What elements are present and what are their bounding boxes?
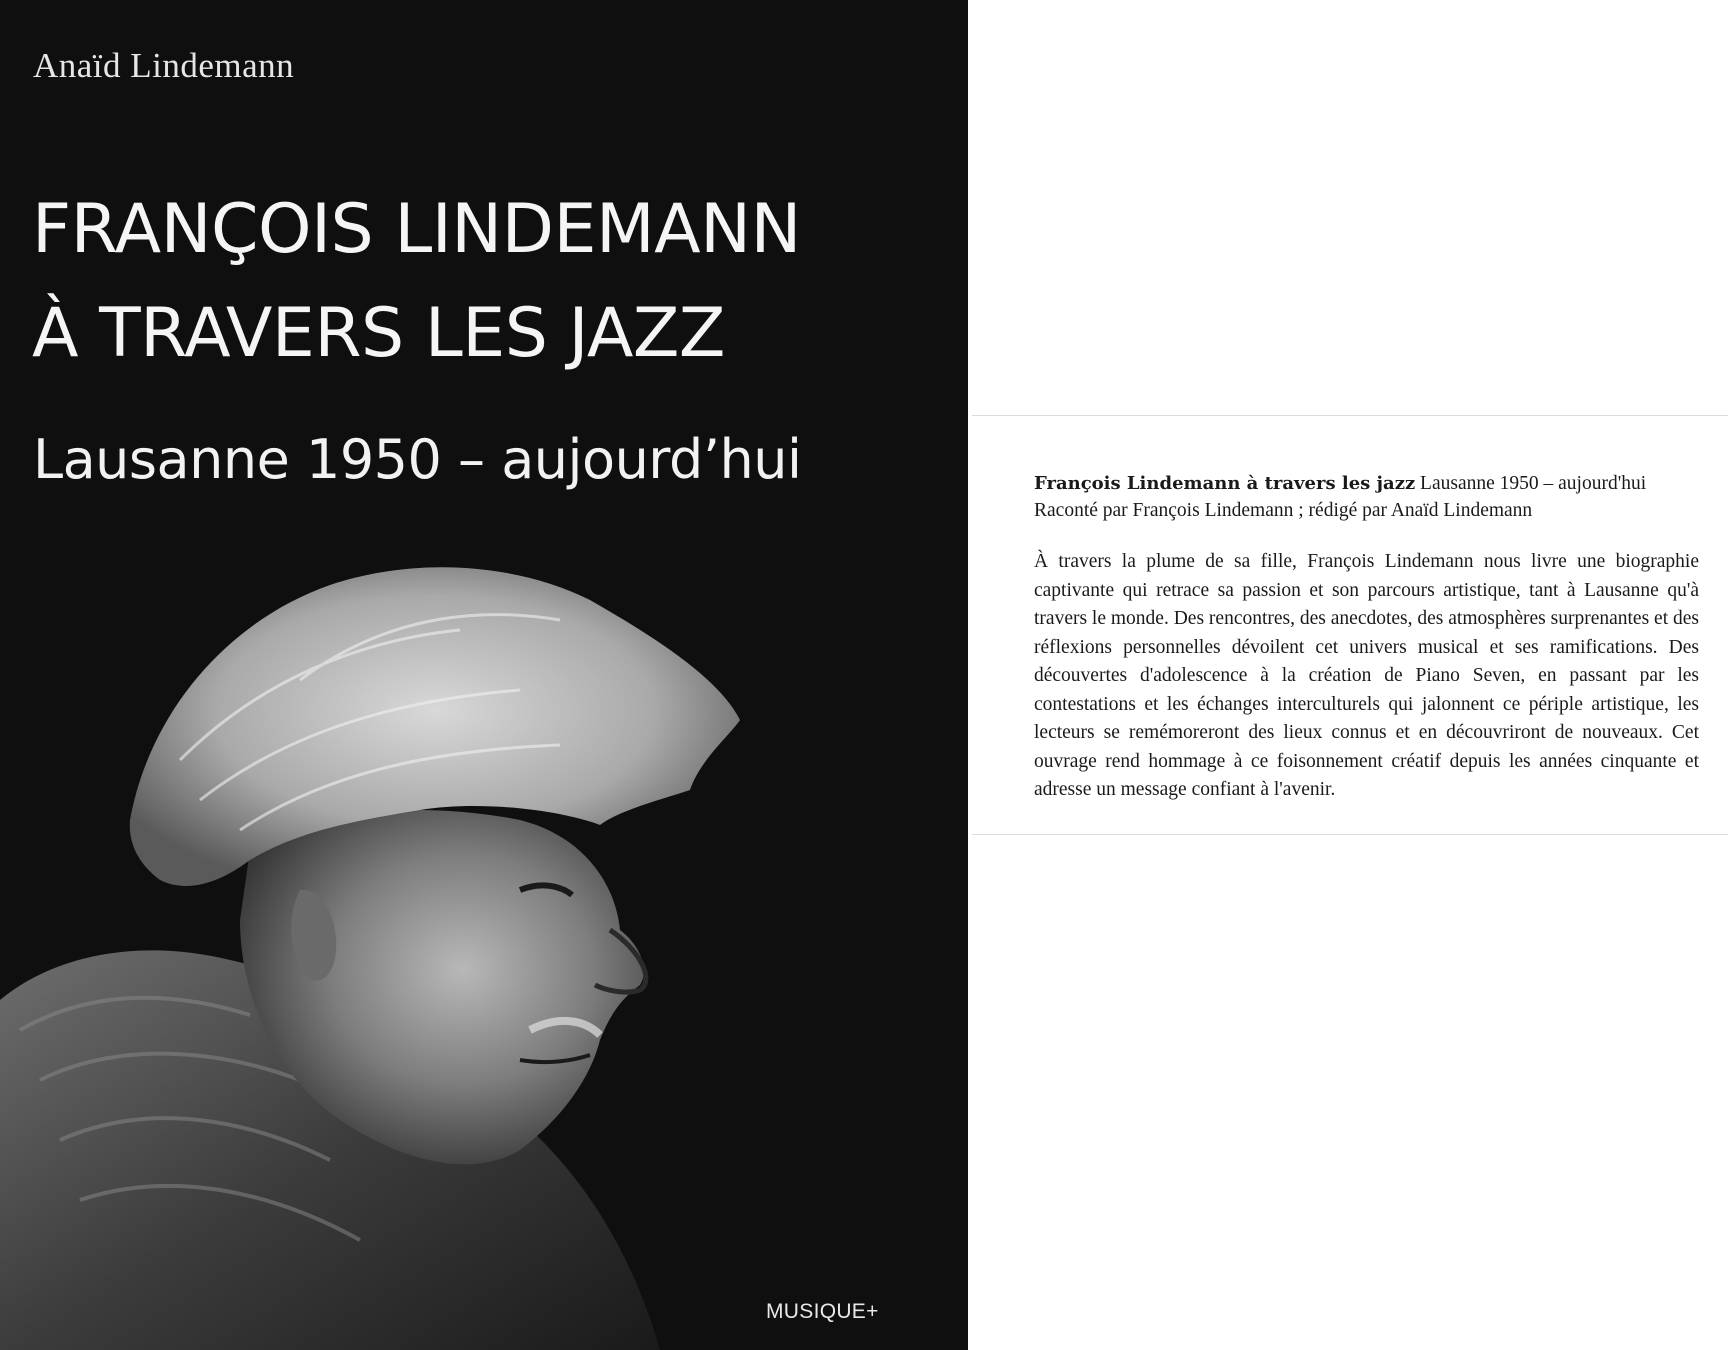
card-title: François Lindemann à travers les jazz [1034, 473, 1416, 494]
card-heading [1034, 470, 1699, 497]
card-credits: Raconté par François Lindemann ; rédigé par Anaïd Lindemann [1034, 500, 1533, 521]
cover-subtitle: Lausanne 1950 – aujourd’hui [33, 428, 802, 491]
publisher-logo: MUSIQUE+ [766, 1300, 879, 1323]
card-description: À travers la plume de sa fille, François Lindemann nous livre une biographie captivante qui retrace sa passion et son parcours artistique, tant à Lausanne qu'à travers le monde. Des rencontres, des anecdotes, des atmosphères surprenantes et des réflexions personnelles dévoilent cet univers musical et ses ramifications. Des découvertes d'adolescence à la création de Piano Seven, en passant par les contestations et les échanges interculturels qui jalonnent ce périple artistique, les lecteurs se remémoreront des lieux connus et en découvriront de nouveaux. Cet ouvrage rend hommage à ce foisonnement créatif depuis les années cinquante et adresse un message confiant à l'avenir. [1034, 551, 1699, 800]
info-card [972, 415, 1728, 835]
info-card-content [1034, 470, 1699, 824]
cover-title-line-1: FRANÇOIS LINDEMANN [32, 190, 801, 269]
cover-author: Anaïd Lindemann [33, 46, 295, 85]
portrait-photo [0, 560, 968, 1350]
card-title-suffix: Lausanne 1950 – aujourd'hui [1415, 473, 1647, 494]
cover-title [32, 178, 801, 386]
cover-title-line-2: À TRAVERS LES JAZZ [32, 294, 726, 373]
